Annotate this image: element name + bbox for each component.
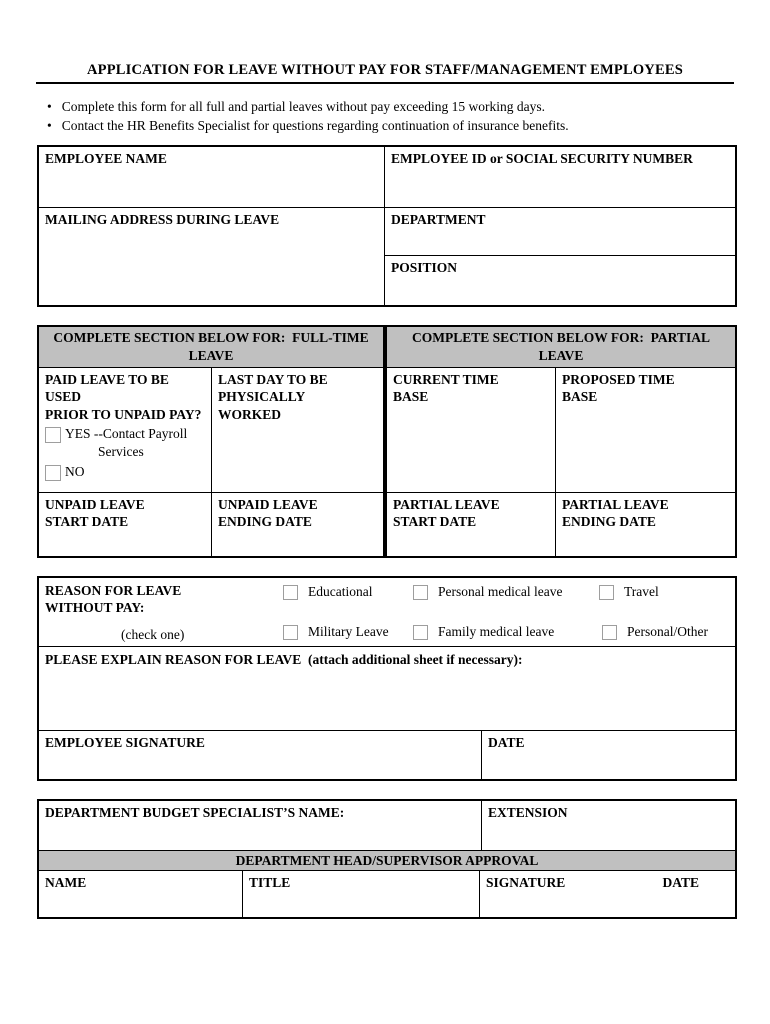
- current-time-base-label: CURRENT TIME BASE: [393, 372, 499, 405]
- no-checkbox[interactable]: [45, 465, 61, 481]
- yes-checkbox[interactable]: [45, 427, 61, 443]
- position-cell: [385, 256, 735, 305]
- mailing-address-label: MAILING ADDRESS DURING LEAVE: [45, 212, 280, 227]
- approver-name-cell: [39, 871, 243, 917]
- reason-option-personal-medical: [413, 584, 562, 600]
- personal-medical-label: Personal medical leave: [438, 584, 563, 599]
- current-time-base-cell: [387, 368, 556, 493]
- employee-id-cell: [385, 147, 735, 208]
- title-underline: [36, 62, 734, 84]
- reason-option-travel: [599, 584, 659, 600]
- reason-label-block: [45, 582, 184, 643]
- unpaid-start-date-cell: [39, 493, 212, 556]
- approver-title-cell: [243, 871, 480, 917]
- partial-start-date-cell: [387, 493, 556, 556]
- partial-end-date-cell: [556, 493, 735, 556]
- unpaid-end-date-cell: [212, 493, 387, 556]
- explain-reason-cell: [39, 647, 735, 731]
- budget-specialist-row: [39, 801, 735, 851]
- check-one-label: (check one): [121, 626, 185, 642]
- reason-row: [39, 578, 735, 647]
- partial-start-date-label: PARTIAL LEAVE START DATE: [393, 497, 500, 530]
- personal-medical-checkbox[interactable]: [413, 585, 428, 600]
- extension-cell: [482, 801, 735, 850]
- paid-leave-question-cell: [39, 368, 212, 493]
- employee-info-table: [37, 145, 737, 307]
- yes-option: [45, 425, 205, 443]
- approval-signature-row: [39, 871, 735, 917]
- travel-checkbox[interactable]: [599, 585, 614, 600]
- military-checkbox[interactable]: [283, 625, 298, 640]
- unpaid-end-date-label: UNPAID LEAVE ENDING DATE: [218, 497, 318, 530]
- budget-specialist-label: DEPARTMENT BUDGET SPECIALIST’S NAME:: [45, 805, 345, 820]
- bullet-item: [47, 116, 730, 135]
- personal-other-checkbox[interactable]: [602, 625, 617, 640]
- bullet-item: [47, 97, 730, 116]
- family-medical-label: Family medical leave: [438, 624, 555, 639]
- partial-end-date-label: PARTIAL LEAVE ENDING DATE: [562, 497, 669, 530]
- instruction-bullets: [47, 97, 730, 135]
- page-title: APPLICATION FOR LEAVE WITHOUT PAY FOR STAFF/MANAGEMENT EMPLOYEES: [87, 62, 683, 78]
- department-cell: [385, 208, 735, 256]
- approver-title-label: TITLE: [249, 875, 291, 890]
- approver-signature-label: SIGNATURE: [486, 875, 566, 890]
- no-option: [45, 463, 205, 481]
- employee-signature-row: [39, 731, 735, 779]
- department-label: DEPARTMENT: [391, 212, 486, 227]
- signature-date-label: DATE: [488, 735, 525, 750]
- proposed-time-base-label: PROPOSED TIME BASE: [562, 372, 675, 405]
- approval-section-header: DEPARTMENT HEAD/SUPERVISOR APPROVAL: [39, 851, 735, 871]
- reason-label-line2: WITHOUT PAY:: [45, 600, 145, 616]
- unpaid-start-date-label: UNPAID LEAVE START DATE: [45, 497, 145, 530]
- paid-leave-label-line1: PAID LEAVE TO BE USED: [45, 372, 169, 405]
- employee-name-label: EMPLOYEE NAME: [45, 151, 167, 166]
- bullet-icon: •: [47, 99, 52, 114]
- yes-label-continued: Services: [98, 443, 144, 459]
- reason-option-personal-other: [602, 624, 708, 640]
- approver-signature-date-cell: [480, 871, 735, 917]
- paid-leave-label-line2: PRIOR TO UNPAID PAY?: [45, 406, 202, 422]
- full-time-section-header: COMPLETE SECTION BELOW FOR: FULL-TIME LEAVE: [39, 327, 387, 368]
- yes-label: YES --Contact Payroll: [65, 425, 188, 441]
- position-label: POSITION: [391, 260, 458, 275]
- travel-label: Travel: [624, 584, 659, 599]
- mailing-address-cell: [39, 208, 385, 305]
- reason-label-line1: REASON FOR LEAVE: [45, 583, 182, 598]
- educational-checkbox[interactable]: [283, 585, 298, 600]
- reason-option-military: [283, 624, 389, 640]
- explain-reason-label: PLEASE EXPLAIN REASON FOR LEAVE (attach additional sheet if necessary):: [45, 652, 523, 667]
- bullet-text: Contact the HR Benefits Specialist for questions regarding continuation of insurance benefits.: [61, 118, 569, 133]
- employee-signature-label: EMPLOYEE SIGNATURE: [45, 735, 205, 750]
- educational-label: Educational: [308, 584, 373, 599]
- military-label: Military Leave: [308, 624, 389, 639]
- reason-option-family-medical: [413, 624, 554, 640]
- no-label: NO: [65, 463, 85, 479]
- employee-id-label: EMPLOYEE ID or SOCIAL SECURITY NUMBER: [391, 151, 693, 166]
- personal-other-label: Personal/Other: [627, 624, 708, 639]
- reason-option-educational: [283, 584, 372, 600]
- signature-date-cell: [482, 731, 735, 779]
- bullet-icon: •: [47, 118, 52, 133]
- employee-name-cell: [39, 147, 385, 208]
- family-medical-checkbox[interactable]: [413, 625, 428, 640]
- approver-name-label: NAME: [45, 875, 87, 890]
- budget-specialist-cell: [39, 801, 482, 850]
- bullet-text: Complete this form for all full and partial leaves without pay exceeding 15 working days.: [61, 99, 545, 114]
- last-day-worked-label: LAST DAY TO BE PHYSICALLY WORKED: [218, 372, 328, 422]
- reason-table: [37, 576, 737, 781]
- approval-table: [37, 799, 737, 919]
- last-day-worked-cell: [212, 368, 387, 493]
- proposed-time-base-cell: [556, 368, 735, 493]
- leave-type-table: [37, 325, 737, 558]
- partial-section-header: COMPLETE SECTION BELOW FOR: PARTIAL LEAVE: [387, 327, 735, 368]
- employee-signature-cell: [39, 731, 482, 779]
- approver-date-label: DATE: [662, 875, 699, 890]
- extension-label: EXTENSION: [488, 805, 568, 820]
